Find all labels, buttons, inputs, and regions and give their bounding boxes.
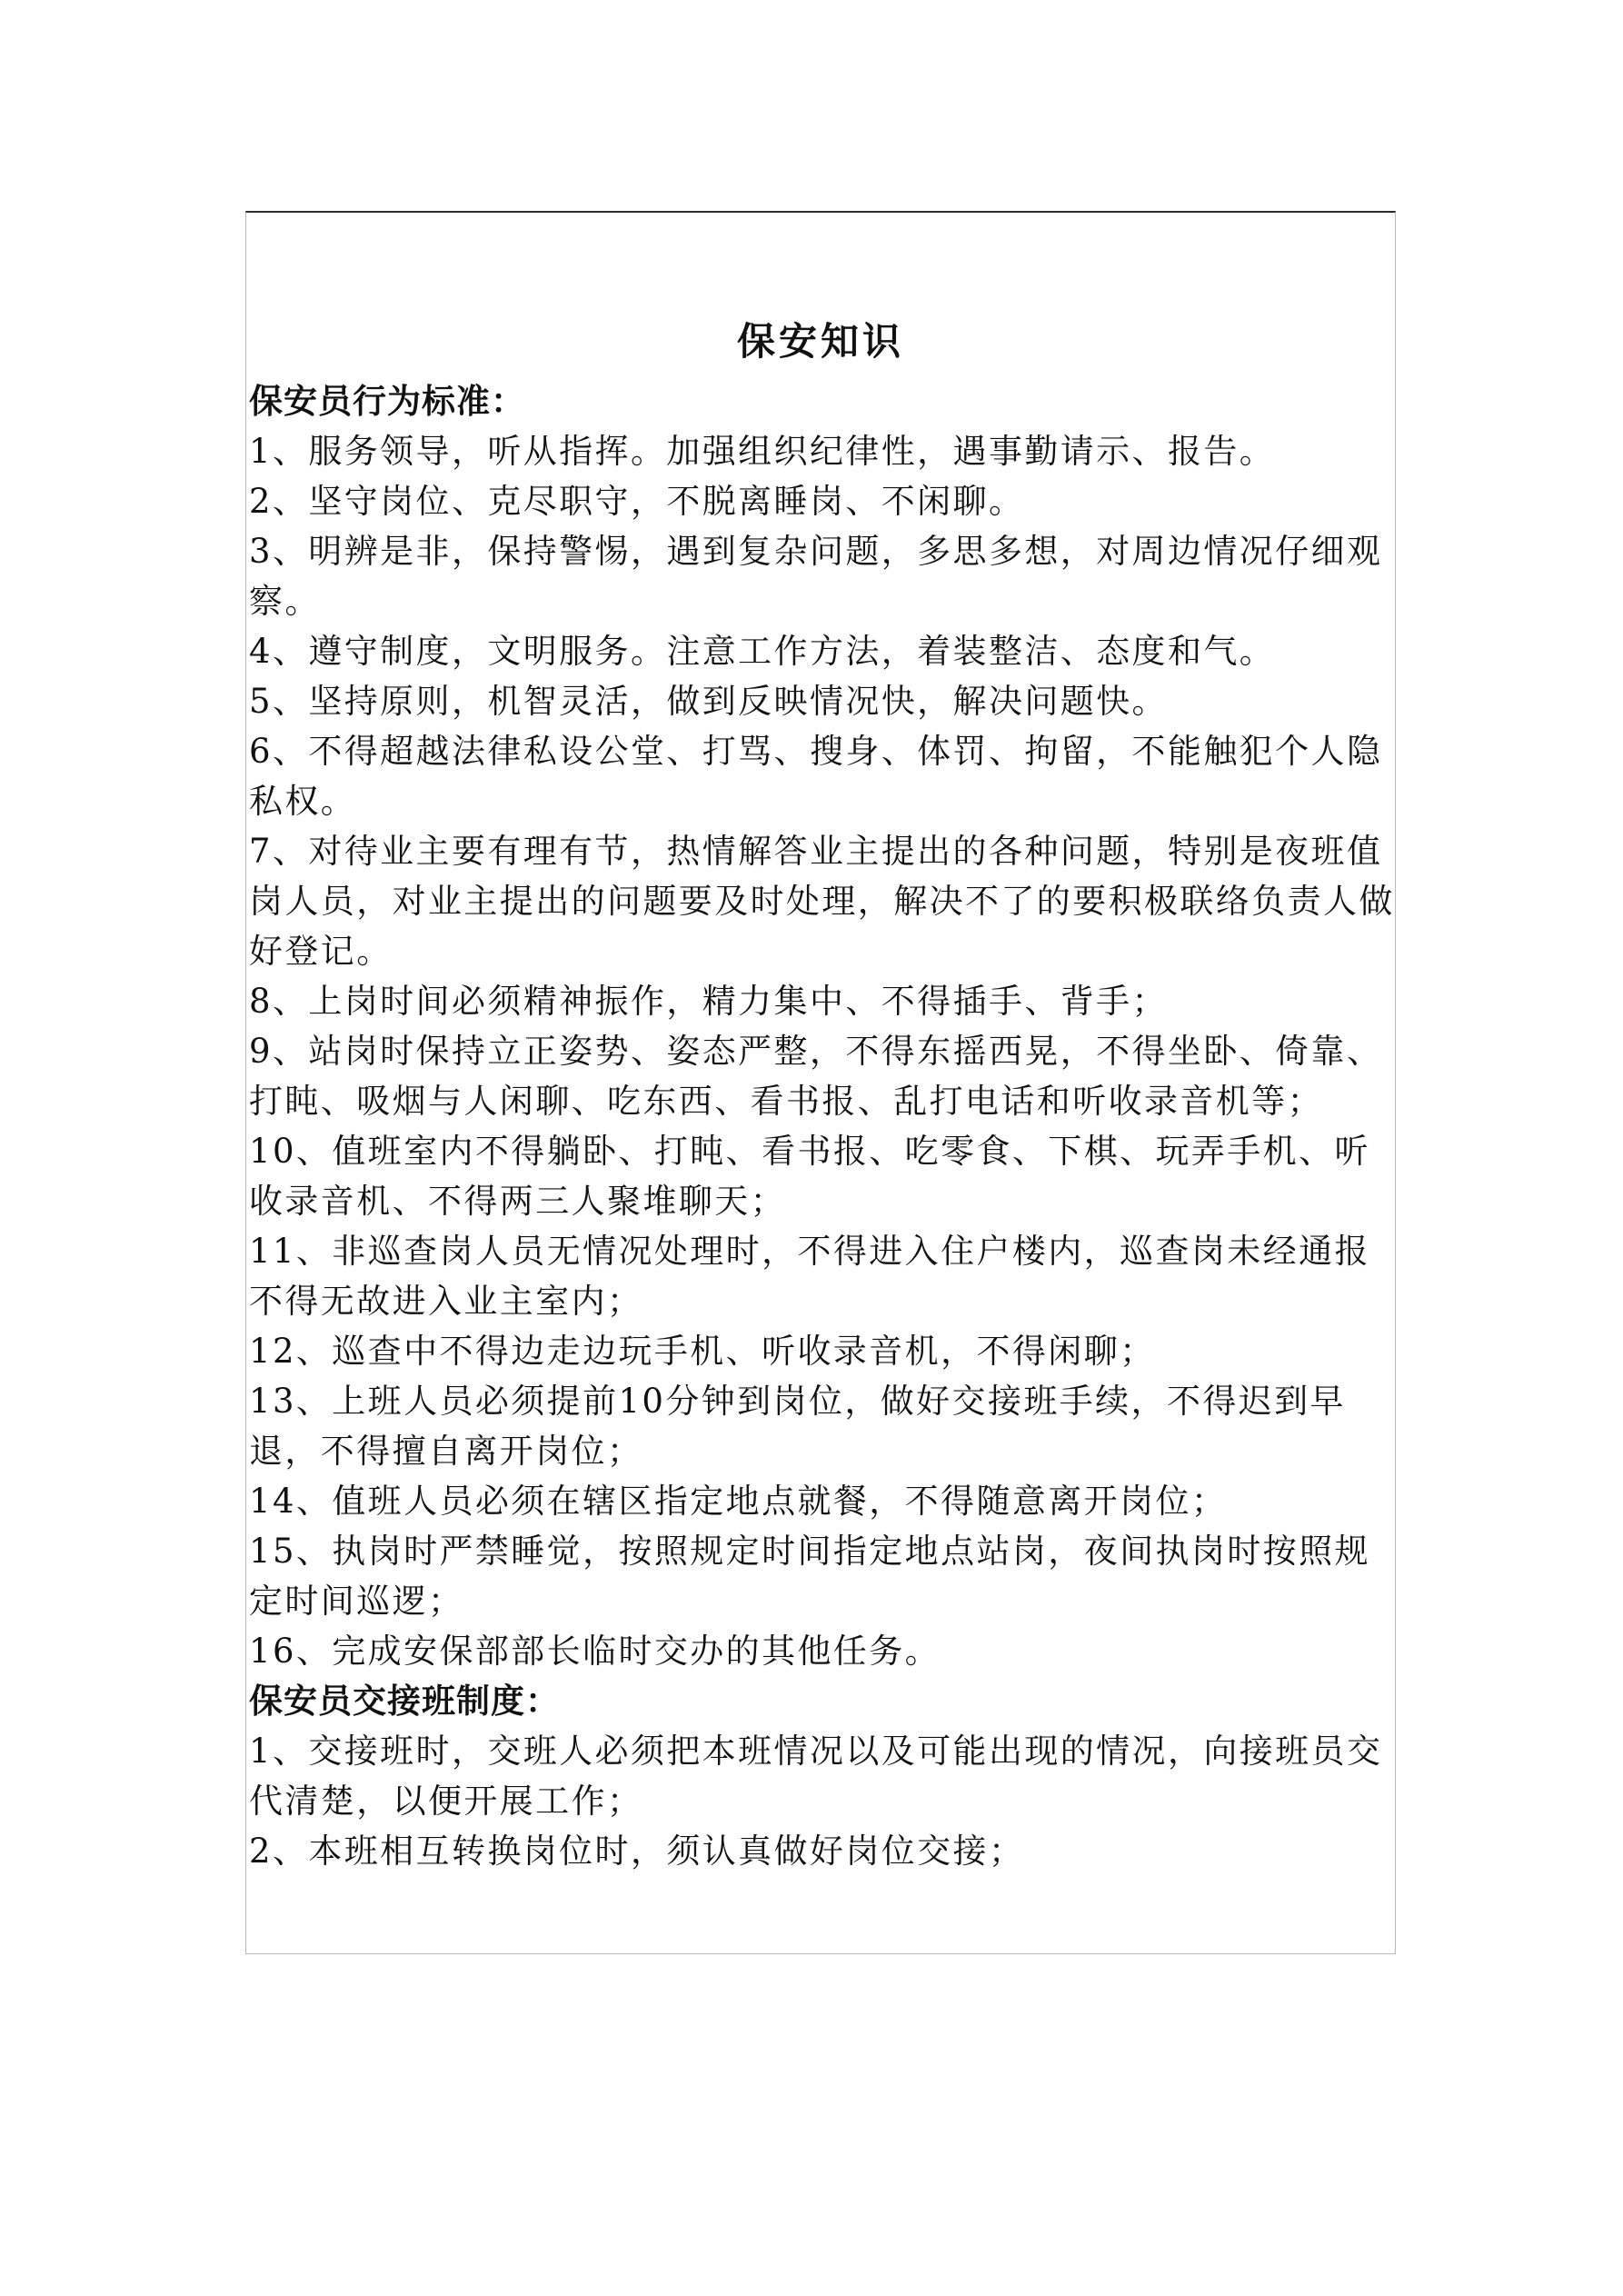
page-title: 保安知识 — [736, 319, 904, 364]
section-shift-handover — [249, 1676, 1401, 1876]
list-item: 7、对待业主要有理有节，热情解答业主提出的各种问题，特别是夜班值岗人员，对业主提出的问题要及时处理，解决不了的要积极联络负责人做好登记。 — [249, 832, 1395, 971]
list-item: 10、值班室内不得躺卧、打盹、看书报、吃零食、下棋、玩弄手机、听收录音机、不得两三人聚堆聊天； — [249, 1132, 1370, 1221]
list-item: 8、上岗时间必须精神振作，精力集中、不得插手、背手； — [249, 982, 1168, 1021]
list-item: 5、坚持原则，机智灵活，做到反映情况快，解决问题快。 — [249, 682, 1168, 721]
list-item: 1、服务领导，听从指挥。加强组织纪律性，遇事勤请示、报告。 — [249, 432, 1276, 471]
list-item: 1、交接班时，交班人必须把本班情况以及可能出现的情况，向接班员交代清楚，以便开展工作； — [249, 1732, 1383, 1821]
list-item: 3、明辨是非，保持警惕，遇到复杂问题，多思多想，对周边情况仔细观察。 — [249, 532, 1383, 621]
section-heading: 保安员交接班制度： — [249, 1681, 560, 1721]
document-content — [249, 313, 1401, 1876]
section-heading: 保安员行为标准： — [249, 381, 525, 421]
list-item: 13、上班人员必须提前10分钟到岗位，做好交接班手续，不得迟到早退，不得擅自离开岗位； — [249, 1382, 1346, 1471]
list-item: 2、坚守岗位、克尽职守，不脱离睡岗、不闲聊。 — [249, 482, 1025, 521]
list-item: 6、不得超越法律私设公堂、打骂、搜身、体罚、拘留，不能触犯个人隐私权。 — [249, 732, 1383, 821]
list-item: 16、完成安保部部长临时交办的其他任务。 — [249, 1632, 941, 1671]
list-item: 14、值班人员必须在辖区指定地点就餐，不得随意离开岗位； — [249, 1482, 1228, 1521]
list-item: 4、遵守制度，文明服务。注意工作方法，着装整洁、态度和气。 — [249, 632, 1276, 671]
list-item: 15、执岗时严禁睡觉，按照规定时间指定地点站岗，夜间执岗时按照规定时间巡逻； — [249, 1532, 1370, 1621]
list-item: 9、站岗时保持立正姿势、姿态严整，不得东摇西晃，不得坐卧、倚靠、打盹、吸烟与人闲聊、吃东西、看书报、乱打电话和听收录音机等； — [249, 1032, 1383, 1121]
list-item: 11、非巡查岗人员无情况处理时，不得进入住户楼内，巡查岗未经通报不得无故进入业主室内； — [249, 1232, 1370, 1321]
list-item: 2、本班相互转换岗位时，须认真做好岗位交接； — [249, 1832, 1025, 1871]
section-behavior-standards — [249, 376, 1401, 1676]
list-item: 12、巡查中不得边走边玩手机、听收录音机，不得闲聊； — [249, 1332, 1156, 1371]
document-frame — [245, 211, 1396, 1954]
